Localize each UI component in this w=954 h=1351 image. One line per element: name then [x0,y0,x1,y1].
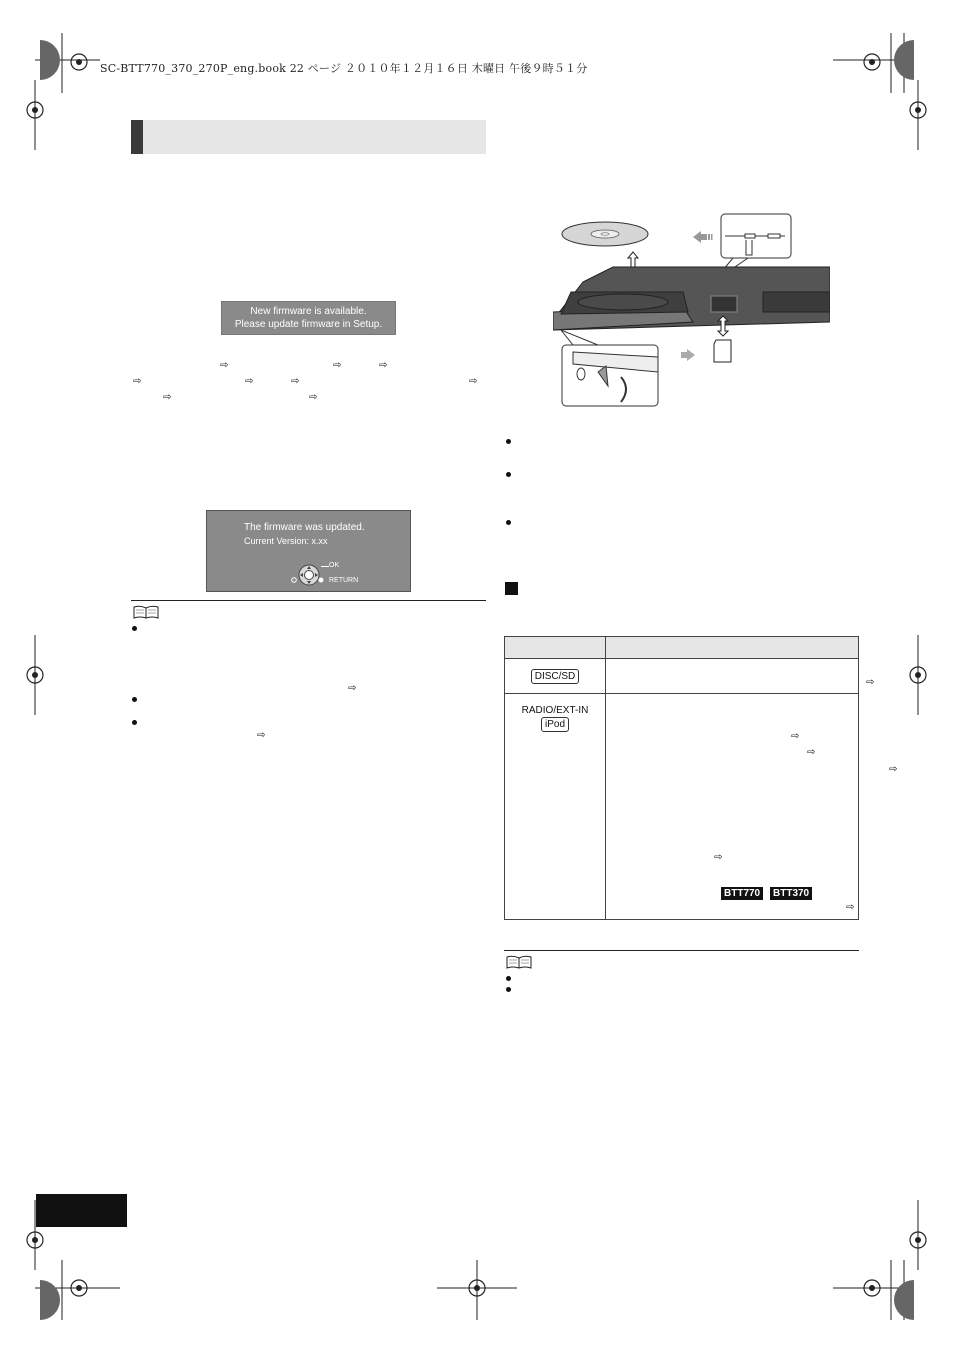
note-bullet [132,720,137,725]
firmware-updated-message [206,510,411,592]
ok-leader-line [321,566,329,567]
table-cell-button [505,694,606,920]
reference-arrow-icon: ⇨ [469,376,478,387]
disc-sd-button-label: DISC/SD [531,669,580,684]
table-cell-description [606,694,898,920]
reference-arrow-icon: ⇨ [133,376,142,387]
reference-arrow-icon: ⇨ [846,902,855,913]
table-row [505,659,859,694]
remote-cursor-icon [295,563,323,587]
new-firmware-message [221,301,396,335]
firmware-updated-line1: The firmware was updated. [244,522,365,533]
reference-arrow-icon: ⇨ [257,730,266,741]
note-bullet [132,697,137,702]
table-header-row [505,637,859,659]
return-label: RETURN [329,577,359,584]
ipod-button-label: iPod [541,717,569,732]
table-header-cell [505,637,606,659]
reference-arrow-icon: ⇨ [714,852,723,863]
note-bullet [506,976,511,981]
reference-arrow-icon: ⇨ [379,360,388,371]
new-firmware-line1: New firmware is available. [250,306,367,317]
radio-ext-in-label: RADIO/EXT-IN [521,705,589,716]
note-divider [131,600,486,601]
page-number-tab [36,1194,127,1227]
section-heading-band [131,120,486,154]
open-book-icon [506,955,532,969]
table-cell-button [505,659,606,694]
reference-arrow-icon: ⇨ [791,731,800,742]
player-disc-sd-illustration [553,212,830,408]
reference-arrow-icon: ⇨ [245,376,254,387]
return-button-icon [318,577,324,583]
reference-arrow-icon: ⇨ [866,677,875,688]
model-badge-btt370: BTT370 [770,887,812,900]
table-cell-description [606,659,875,694]
reference-arrow-icon: ⇨ [333,360,342,371]
small-button-icon [291,577,297,583]
reference-arrow-icon: ⇨ [291,376,300,387]
ok-label: OK [329,562,340,569]
note-bullet [132,626,137,631]
reference-arrow-icon: ⇨ [309,392,318,403]
note-divider [504,950,859,951]
print-header: SC-BTT770_370_270P_eng.book 22 ページ ２０１０年１２月１６日 木曜日 午後９時５１分 [100,62,588,75]
table-header-cell [606,637,859,659]
open-book-icon [133,605,159,619]
info-bullet [506,472,511,477]
model-badge-btt770: BTT770 [721,887,763,900]
reference-arrow-icon: ⇨ [163,392,172,403]
info-bullet [506,520,511,525]
subheading-square-marker [505,582,518,595]
info-bullet [506,439,511,444]
reference-arrow-icon: ⇨ [348,683,357,694]
reference-arrow-icon: ⇨ [889,764,898,775]
reference-arrow-icon: ⇨ [220,360,229,371]
section-heading-marker [131,120,143,154]
reference-arrow-icon: ⇨ [807,747,816,758]
new-firmware-line2: Please update firmware in Setup. [234,318,383,330]
firmware-current-version: Current Version: x.xx [244,536,328,546]
source-selection-table [504,636,898,920]
table-row [505,694,859,920]
note-bullet [506,987,511,992]
